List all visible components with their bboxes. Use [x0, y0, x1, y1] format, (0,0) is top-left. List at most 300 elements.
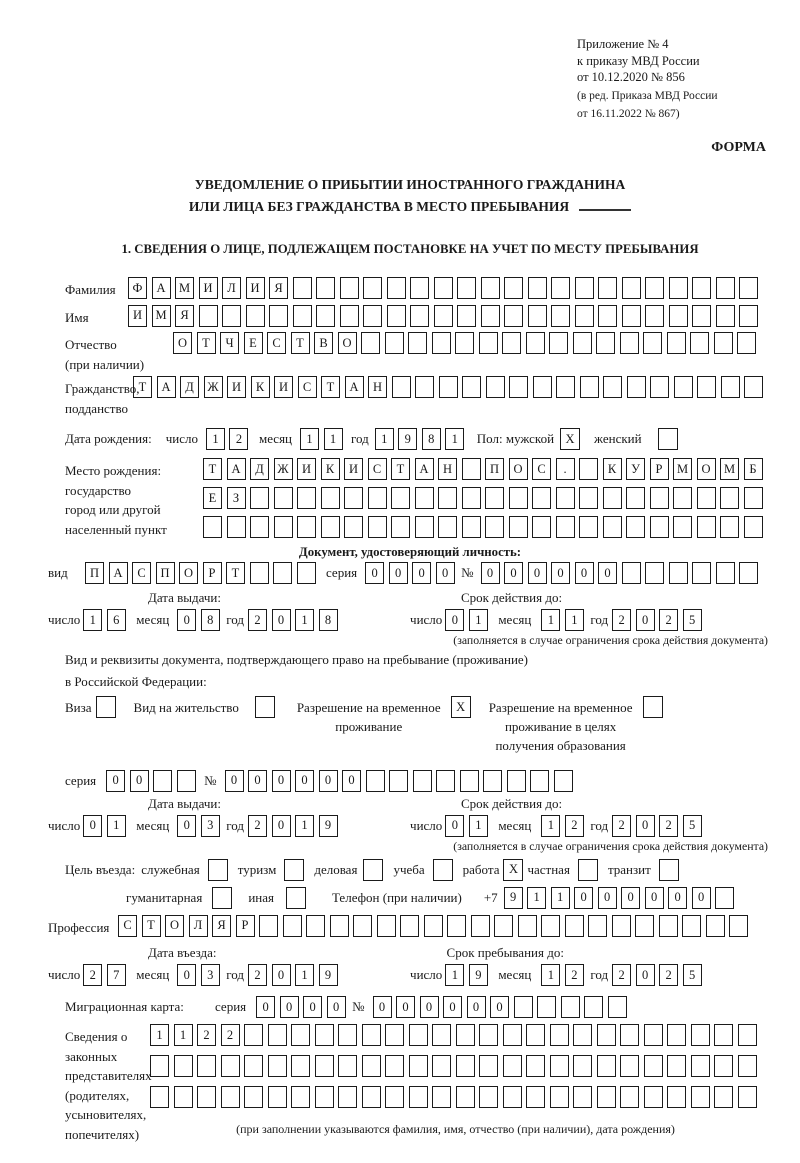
char-cell[interactable]: 2	[229, 428, 248, 450]
char-cell[interactable]: 5	[683, 964, 702, 986]
char-cell[interactable]: 0	[83, 815, 102, 837]
char-cell[interactable]: 0	[373, 996, 392, 1018]
char-cell[interactable]: 2	[612, 964, 631, 986]
char-cell[interactable]: 1	[300, 428, 319, 450]
char-cell[interactable]: 8	[422, 428, 441, 450]
char-cell[interactable]	[603, 376, 622, 398]
char-cell[interactable]: А	[157, 376, 176, 398]
char-cell[interactable]	[481, 305, 500, 327]
char-cell[interactable]	[716, 562, 735, 584]
char-cell[interactable]	[221, 1086, 240, 1108]
char-cell[interactable]	[340, 277, 359, 299]
char-cell[interactable]	[669, 562, 688, 584]
char-cell[interactable]: Н	[368, 376, 387, 398]
char-cell[interactable]	[620, 1086, 639, 1108]
char-cell[interactable]: 0	[303, 996, 322, 1018]
char-cell[interactable]	[580, 376, 599, 398]
char-cell[interactable]: 0	[668, 887, 687, 909]
char-cell[interactable]: 9	[319, 964, 338, 986]
char-cell[interactable]	[438, 516, 457, 538]
char-cell[interactable]	[667, 1086, 686, 1108]
char-cell[interactable]	[532, 516, 551, 538]
char-cell[interactable]	[483, 770, 502, 792]
char-cell[interactable]: 1	[527, 887, 546, 909]
char-cell[interactable]: С	[118, 915, 137, 937]
char-cell[interactable]: 1	[469, 609, 488, 631]
char-cell[interactable]	[479, 332, 498, 354]
sex-female-checkbox[interactable]	[658, 428, 678, 450]
char-cell[interactable]	[635, 915, 654, 937]
char-cell[interactable]	[409, 1055, 428, 1077]
char-cell[interactable]	[432, 1086, 451, 1108]
char-cell[interactable]	[462, 516, 481, 538]
char-cell[interactable]	[456, 1086, 475, 1108]
char-cell[interactable]: 0	[256, 996, 275, 1018]
char-cell[interactable]: 0	[106, 770, 125, 792]
char-cell[interactable]	[575, 277, 594, 299]
char-cell[interactable]: А	[152, 277, 171, 299]
char-cell[interactable]: Ж	[204, 376, 223, 398]
char-cell[interactable]	[588, 915, 607, 937]
char-cell[interactable]	[561, 996, 580, 1018]
char-cell[interactable]: М	[152, 305, 171, 327]
char-cell[interactable]: 0	[327, 996, 346, 1018]
char-cell[interactable]	[250, 562, 269, 584]
char-cell[interactable]	[353, 915, 372, 937]
char-cell[interactable]	[389, 770, 408, 792]
char-cell[interactable]	[692, 562, 711, 584]
char-cell[interactable]: 1	[469, 815, 488, 837]
char-cell[interactable]	[532, 487, 551, 509]
char-cell[interactable]: С	[532, 458, 551, 480]
char-cell[interactable]: 9	[319, 815, 338, 837]
char-cell[interactable]	[597, 1024, 616, 1046]
char-cell[interactable]	[682, 915, 701, 937]
char-cell[interactable]	[744, 376, 763, 398]
char-cell[interactable]: 0	[636, 609, 655, 631]
char-cell[interactable]	[744, 487, 763, 509]
char-cell[interactable]: П	[485, 458, 504, 480]
char-cell[interactable]	[150, 1086, 169, 1108]
char-cell[interactable]: П	[156, 562, 175, 584]
char-cell[interactable]	[691, 1055, 710, 1077]
char-cell[interactable]	[297, 487, 316, 509]
char-cell[interactable]	[692, 305, 711, 327]
char-cell[interactable]	[503, 1055, 522, 1077]
char-cell[interactable]	[385, 332, 404, 354]
char-cell[interactable]	[432, 1055, 451, 1077]
char-cell[interactable]	[645, 305, 664, 327]
purpose-private-checkbox[interactable]	[578, 859, 598, 881]
char-cell[interactable]: 2	[248, 964, 267, 986]
char-cell[interactable]	[716, 305, 735, 327]
char-cell[interactable]	[502, 332, 521, 354]
residence-permit-checkbox[interactable]	[255, 696, 275, 718]
char-cell[interactable]: 0	[645, 887, 664, 909]
char-cell[interactable]: О	[509, 458, 528, 480]
char-cell[interactable]: 5	[683, 815, 702, 837]
char-cell[interactable]	[691, 1024, 710, 1046]
char-cell[interactable]	[297, 516, 316, 538]
char-cell[interactable]	[551, 277, 570, 299]
char-cell[interactable]	[316, 277, 335, 299]
char-cell[interactable]	[673, 487, 692, 509]
char-cell[interactable]	[738, 1086, 757, 1108]
char-cell[interactable]	[197, 1086, 216, 1108]
char-cell[interactable]	[174, 1086, 193, 1108]
char-cell[interactable]	[268, 1024, 287, 1046]
char-cell[interactable]: А	[415, 458, 434, 480]
char-cell[interactable]: 1	[295, 815, 314, 837]
char-cell[interactable]	[456, 1055, 475, 1077]
char-cell[interactable]: 6	[107, 609, 126, 631]
char-cell[interactable]	[368, 516, 387, 538]
char-cell[interactable]	[526, 1055, 545, 1077]
purpose-study-checkbox[interactable]	[433, 859, 453, 881]
char-cell[interactable]: П	[85, 562, 104, 584]
char-cell[interactable]: Я	[212, 915, 231, 937]
char-cell[interactable]	[413, 770, 432, 792]
char-cell[interactable]	[533, 376, 552, 398]
char-cell[interactable]	[410, 305, 429, 327]
char-cell[interactable]: 0	[365, 562, 384, 584]
char-cell[interactable]	[315, 1024, 334, 1046]
char-cell[interactable]: 9	[398, 428, 417, 450]
char-cell[interactable]: Е	[203, 487, 222, 509]
char-cell[interactable]	[315, 1055, 334, 1077]
char-cell[interactable]: 0	[272, 609, 291, 631]
char-cell[interactable]: 1	[206, 428, 225, 450]
char-cell[interactable]	[504, 305, 523, 327]
char-cell[interactable]: Р	[650, 458, 669, 480]
char-cell[interactable]	[667, 1055, 686, 1077]
char-cell[interactable]: 1	[541, 964, 560, 986]
char-cell[interactable]	[526, 1086, 545, 1108]
char-cell[interactable]	[362, 1086, 381, 1108]
char-cell[interactable]: З	[227, 487, 246, 509]
char-cell[interactable]	[674, 376, 693, 398]
char-cell[interactable]	[550, 1055, 569, 1077]
char-cell[interactable]	[620, 332, 639, 354]
char-cell[interactable]: 1	[324, 428, 343, 450]
char-cell[interactable]	[721, 376, 740, 398]
char-cell[interactable]	[739, 277, 758, 299]
char-cell[interactable]	[669, 277, 688, 299]
char-cell[interactable]	[739, 305, 758, 327]
char-cell[interactable]	[392, 376, 411, 398]
char-cell[interactable]	[268, 1086, 287, 1108]
char-cell[interactable]	[673, 516, 692, 538]
char-cell[interactable]: И	[297, 458, 316, 480]
char-cell[interactable]	[344, 487, 363, 509]
char-cell[interactable]: 1	[295, 964, 314, 986]
char-cell[interactable]: 1	[541, 815, 560, 837]
char-cell[interactable]: 2	[659, 815, 678, 837]
char-cell[interactable]: 0	[636, 815, 655, 837]
char-cell[interactable]	[715, 887, 734, 909]
char-cell[interactable]	[573, 1055, 592, 1077]
char-cell[interactable]	[626, 516, 645, 538]
char-cell[interactable]	[409, 1086, 428, 1108]
char-cell[interactable]	[550, 1024, 569, 1046]
char-cell[interactable]: 1	[174, 1024, 193, 1046]
char-cell[interactable]: 0	[504, 562, 523, 584]
char-cell[interactable]	[573, 1086, 592, 1108]
char-cell[interactable]	[415, 487, 434, 509]
char-cell[interactable]: 0	[636, 964, 655, 986]
char-cell[interactable]: 2	[248, 609, 267, 631]
char-cell[interactable]: И	[227, 376, 246, 398]
char-cell[interactable]: 0	[621, 887, 640, 909]
char-cell[interactable]	[246, 305, 265, 327]
char-cell[interactable]: 1	[565, 609, 584, 631]
char-cell[interactable]	[549, 332, 568, 354]
char-cell[interactable]	[514, 996, 533, 1018]
char-cell[interactable]: 1	[445, 428, 464, 450]
char-cell[interactable]	[554, 770, 573, 792]
char-cell[interactable]	[174, 1055, 193, 1077]
char-cell[interactable]: И	[274, 376, 293, 398]
purpose-transit-checkbox[interactable]	[659, 859, 679, 881]
temp-residence-checkbox[interactable]: X	[451, 696, 471, 718]
char-cell[interactable]: 1	[150, 1024, 169, 1046]
char-cell[interactable]: 0	[692, 887, 711, 909]
char-cell[interactable]	[291, 1086, 310, 1108]
char-cell[interactable]	[541, 915, 560, 937]
char-cell[interactable]	[579, 516, 598, 538]
char-cell[interactable]	[456, 1024, 475, 1046]
char-cell[interactable]	[361, 332, 380, 354]
char-cell[interactable]: О	[165, 915, 184, 937]
char-cell[interactable]	[321, 516, 340, 538]
char-cell[interactable]	[268, 1055, 287, 1077]
char-cell[interactable]: Т	[291, 332, 310, 354]
char-cell[interactable]	[744, 516, 763, 538]
char-cell[interactable]	[509, 516, 528, 538]
char-cell[interactable]	[584, 996, 603, 1018]
char-cell[interactable]: Л	[222, 277, 241, 299]
char-cell[interactable]	[596, 332, 615, 354]
char-cell[interactable]	[387, 277, 406, 299]
char-cell[interactable]	[177, 770, 196, 792]
char-cell[interactable]	[729, 915, 748, 937]
char-cell[interactable]	[385, 1055, 404, 1077]
char-cell[interactable]: 8	[201, 609, 220, 631]
char-cell[interactable]: 2	[221, 1024, 240, 1046]
char-cell[interactable]	[579, 487, 598, 509]
char-cell[interactable]: Т	[226, 562, 245, 584]
purpose-official-checkbox[interactable]	[208, 859, 228, 881]
char-cell[interactable]	[269, 305, 288, 327]
char-cell[interactable]: 0	[130, 770, 149, 792]
char-cell[interactable]: К	[321, 458, 340, 480]
char-cell[interactable]	[274, 516, 293, 538]
char-cell[interactable]: 2	[83, 964, 102, 986]
char-cell[interactable]	[438, 487, 457, 509]
char-cell[interactable]: Т	[142, 915, 161, 937]
char-cell[interactable]: С	[298, 376, 317, 398]
char-cell[interactable]: 1	[445, 964, 464, 986]
char-cell[interactable]: С	[368, 458, 387, 480]
char-cell[interactable]	[424, 915, 443, 937]
char-cell[interactable]	[291, 1055, 310, 1077]
char-cell[interactable]	[274, 487, 293, 509]
char-cell[interactable]	[368, 487, 387, 509]
char-cell[interactable]	[291, 1024, 310, 1046]
char-cell[interactable]	[697, 487, 716, 509]
char-cell[interactable]	[579, 458, 598, 480]
char-cell[interactable]: 2	[565, 815, 584, 837]
char-cell[interactable]: 1	[375, 428, 394, 450]
char-cell[interactable]	[391, 487, 410, 509]
char-cell[interactable]	[597, 1086, 616, 1108]
char-cell[interactable]: 0	[467, 996, 486, 1018]
char-cell[interactable]	[528, 277, 547, 299]
char-cell[interactable]	[659, 915, 678, 937]
char-cell[interactable]: 0	[272, 815, 291, 837]
char-cell[interactable]: О	[338, 332, 357, 354]
char-cell[interactable]	[415, 376, 434, 398]
char-cell[interactable]	[650, 487, 669, 509]
char-cell[interactable]	[391, 516, 410, 538]
char-cell[interactable]	[315, 1086, 334, 1108]
char-cell[interactable]	[479, 1055, 498, 1077]
char-cell[interactable]	[526, 1024, 545, 1046]
char-cell[interactable]: 9	[469, 964, 488, 986]
char-cell[interactable]	[244, 1055, 263, 1077]
char-cell[interactable]	[494, 915, 513, 937]
char-cell[interactable]	[338, 1055, 357, 1077]
char-cell[interactable]	[447, 915, 466, 937]
char-cell[interactable]	[316, 305, 335, 327]
char-cell[interactable]	[716, 277, 735, 299]
char-cell[interactable]	[455, 332, 474, 354]
char-cell[interactable]	[385, 1024, 404, 1046]
char-cell[interactable]	[153, 770, 172, 792]
char-cell[interactable]	[250, 516, 269, 538]
char-cell[interactable]	[644, 1086, 663, 1108]
char-cell[interactable]: С	[267, 332, 286, 354]
char-cell[interactable]: .	[556, 458, 575, 480]
char-cell[interactable]	[550, 1086, 569, 1108]
char-cell[interactable]: 2	[565, 964, 584, 986]
char-cell[interactable]	[362, 1024, 381, 1046]
char-cell[interactable]: 0	[420, 996, 439, 1018]
char-cell[interactable]	[362, 1055, 381, 1077]
char-cell[interactable]	[720, 487, 739, 509]
char-cell[interactable]: И	[246, 277, 265, 299]
char-cell[interactable]	[503, 1024, 522, 1046]
char-cell[interactable]: О	[173, 332, 192, 354]
char-cell[interactable]	[509, 487, 528, 509]
char-cell[interactable]: 0	[490, 996, 509, 1018]
char-cell[interactable]	[691, 1086, 710, 1108]
char-cell[interactable]: Т	[197, 332, 216, 354]
purpose-other-checkbox[interactable]	[286, 887, 306, 909]
char-cell[interactable]: 0	[445, 609, 464, 631]
char-cell[interactable]	[738, 1024, 757, 1046]
char-cell[interactable]	[344, 516, 363, 538]
char-cell[interactable]	[620, 1055, 639, 1077]
char-cell[interactable]: С	[132, 562, 151, 584]
char-cell[interactable]	[283, 915, 302, 937]
char-cell[interactable]	[410, 277, 429, 299]
char-cell[interactable]	[714, 1086, 733, 1108]
char-cell[interactable]: М	[720, 458, 739, 480]
char-cell[interactable]	[462, 376, 481, 398]
char-cell[interactable]: 1	[295, 609, 314, 631]
char-cell[interactable]	[507, 770, 526, 792]
char-cell[interactable]: 0	[248, 770, 267, 792]
char-cell[interactable]: И	[344, 458, 363, 480]
char-cell[interactable]: 0	[436, 562, 455, 584]
char-cell[interactable]	[556, 516, 575, 538]
char-cell[interactable]: Р	[236, 915, 255, 937]
char-cell[interactable]	[387, 305, 406, 327]
char-cell[interactable]	[321, 487, 340, 509]
char-cell[interactable]: 2	[197, 1024, 216, 1046]
char-cell[interactable]: 9	[504, 887, 523, 909]
char-cell[interactable]: 0	[412, 562, 431, 584]
char-cell[interactable]	[366, 770, 385, 792]
char-cell[interactable]: 0	[598, 887, 617, 909]
char-cell[interactable]	[434, 277, 453, 299]
char-cell[interactable]	[400, 915, 419, 937]
char-cell[interactable]	[408, 332, 427, 354]
char-cell[interactable]: 1	[83, 609, 102, 631]
char-cell[interactable]	[273, 562, 292, 584]
purpose-business-checkbox[interactable]	[363, 859, 383, 881]
char-cell[interactable]: 8	[319, 609, 338, 631]
char-cell[interactable]	[481, 277, 500, 299]
char-cell[interactable]: 0	[598, 562, 617, 584]
char-cell[interactable]: Р	[203, 562, 222, 584]
char-cell[interactable]	[503, 1086, 522, 1108]
char-cell[interactable]: 0	[280, 996, 299, 1018]
char-cell[interactable]: 0	[177, 964, 196, 986]
char-cell[interactable]: 3	[201, 964, 220, 986]
char-cell[interactable]: Т	[321, 376, 340, 398]
char-cell[interactable]	[203, 516, 222, 538]
char-cell[interactable]: И	[199, 277, 218, 299]
char-cell[interactable]	[603, 516, 622, 538]
char-cell[interactable]	[556, 376, 575, 398]
char-cell[interactable]	[363, 277, 382, 299]
char-cell[interactable]: 1	[551, 887, 570, 909]
char-cell[interactable]	[293, 305, 312, 327]
char-cell[interactable]: 2	[612, 609, 631, 631]
char-cell[interactable]: 0	[272, 964, 291, 986]
char-cell[interactable]: О	[697, 458, 716, 480]
char-cell[interactable]: Т	[133, 376, 152, 398]
char-cell[interactable]	[667, 1024, 686, 1046]
char-cell[interactable]: 0	[443, 996, 462, 1018]
purpose-work-checkbox[interactable]: X	[503, 859, 523, 881]
char-cell[interactable]	[620, 1024, 639, 1046]
char-cell[interactable]	[622, 305, 641, 327]
char-cell[interactable]	[720, 516, 739, 538]
char-cell[interactable]	[377, 915, 396, 937]
char-cell[interactable]	[626, 487, 645, 509]
char-cell[interactable]: 0	[551, 562, 570, 584]
char-cell[interactable]: 0	[295, 770, 314, 792]
char-cell[interactable]	[627, 376, 646, 398]
char-cell[interactable]	[432, 1024, 451, 1046]
char-cell[interactable]	[363, 305, 382, 327]
char-cell[interactable]	[603, 487, 622, 509]
char-cell[interactable]: И	[128, 305, 147, 327]
char-cell[interactable]	[612, 915, 631, 937]
